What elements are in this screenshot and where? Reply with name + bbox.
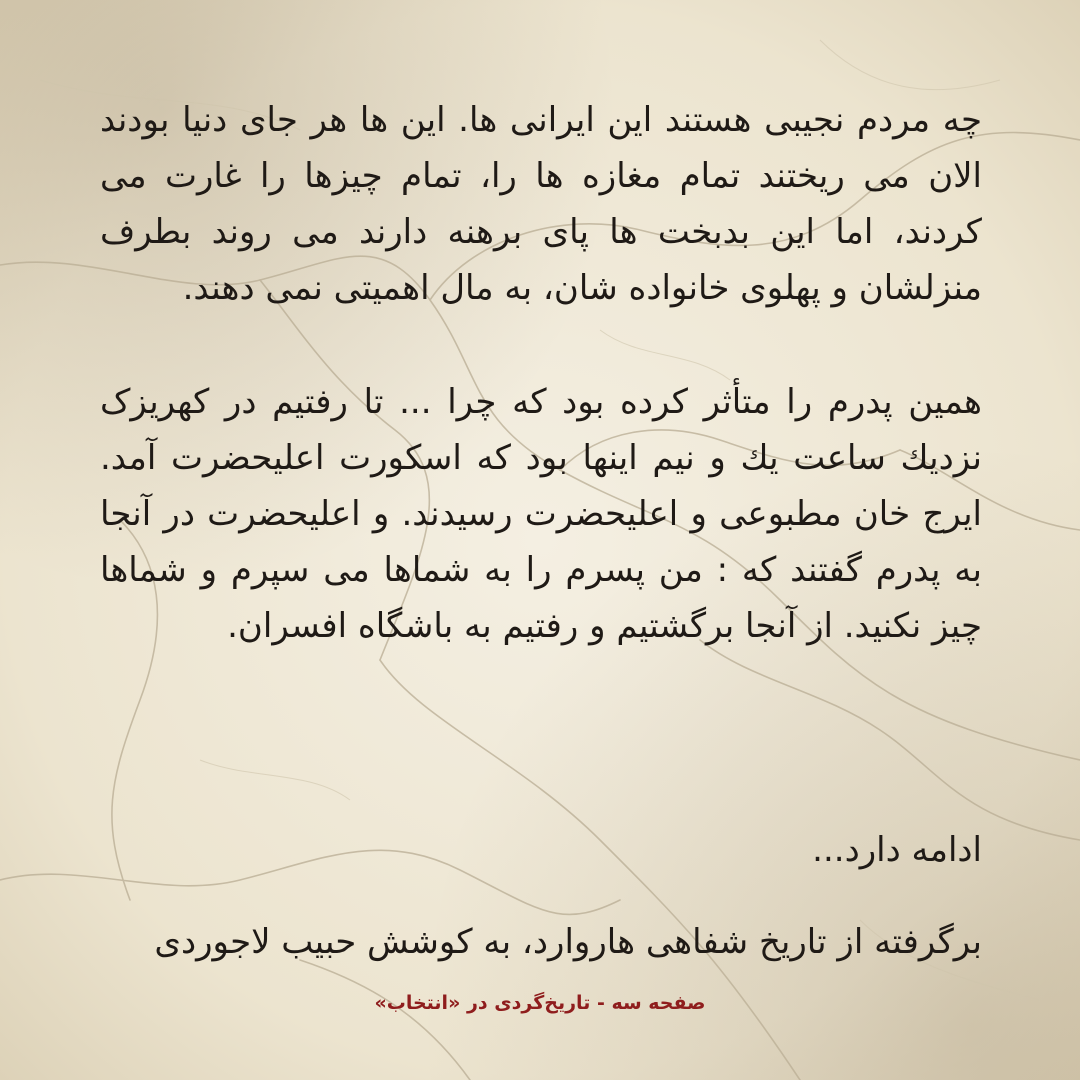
source-attribution: برگرفته از تاریخ شفاهی هاروارد، به کوشش حبیب لاجوردی <box>154 922 982 962</box>
footer-caption: صفحه سه - تاریخ‌گردی در «انتخاب» <box>374 992 706 1014</box>
paragraph-1: چه مردم نجیبی هستند این ایرانی ها. این ها هر جای دنیا بودند الان می ریختند تمام مغازه ها را، تمام چیزها را غارت می کردند، اما این بدبخت ها پای برهنه دارند می روند بطرف منزلشان و پهلوی خانواده شان، به مال اهمیتی نمی دهند. <box>100 100 982 308</box>
to-be-continued-text: ادامه دارد... <box>812 830 982 870</box>
article-body <box>100 92 982 962</box>
paragraph-2: همین پدرم را متأثر کرده بود که چرا ... تا رفتیم در کهریزک نزدیك ساعت يك و نیم اینها بود که اسکورت اعلیحضرت آمد. ایرج خان مطبوعی و اعلیحضرت رسیدند. و اعلیحضرت در آنجا به پدرم گفتند که : من پسرم را به شماها می سپرم و شماها چیز نکنید. از آنجا برگشتیم و رفتیم به باشگاه افسران. <box>100 382 982 646</box>
